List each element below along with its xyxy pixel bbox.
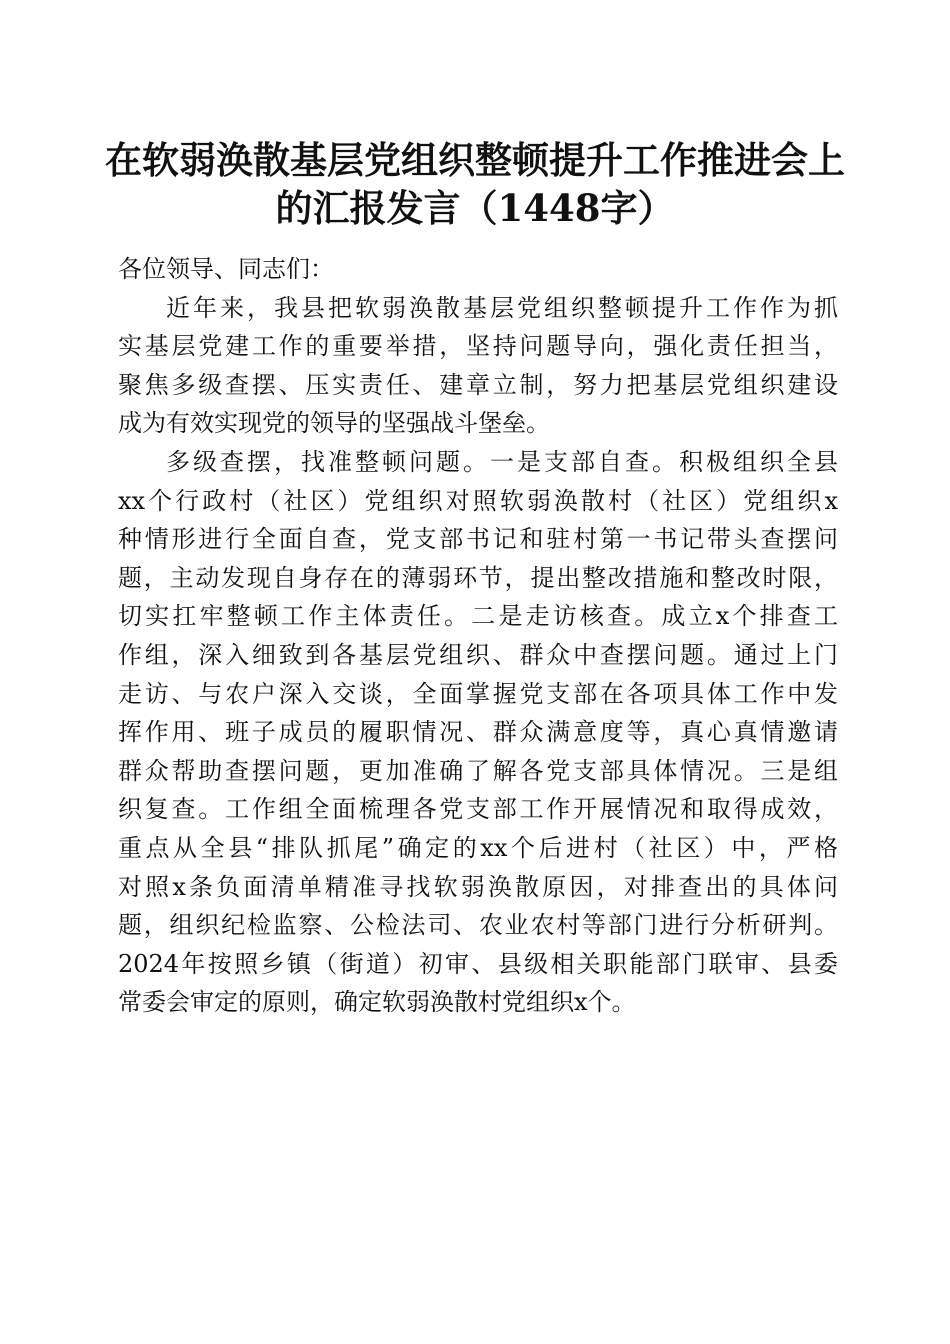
paragraph-line: 题，组织纪检监察、公检法司、农业农村等部门进行分析研判。 <box>118 911 838 940</box>
paragraph-line: 多级查摆，找准整顿问题。一是支部自查。积极组织全县 <box>166 447 838 476</box>
paragraph-line: 近年来，我县把软弱涣散基层党组织整顿提升工作作为抓 <box>166 293 838 322</box>
paragraph-line: 走访、与农户深入交谈，全面掌握党支部在各项具体工作中发 <box>118 679 838 708</box>
paragraph-intro <box>118 289 838 443</box>
paragraph-line: xx个行政村（社区）党组织对照软弱涣散村（社区）党组织x <box>118 486 838 515</box>
paragraph-line: 实基层党建工作的重要举措，坚持问题导向，强化责任担当， <box>118 332 838 361</box>
paragraph-line: 挥作用、班子成员的履职情况、群众满意度等，真心真情邀请 <box>118 718 838 747</box>
salutation: 各位领导、同志们： <box>118 255 334 283</box>
paragraph-line: 对照x条负面清单精准寻找软弱涣散原因，对排查出的具体问 <box>118 872 838 901</box>
document-title <box>100 136 850 232</box>
paragraph-line: 织复查。工作组全面梳理各党支部工作开展情况和取得成效， <box>118 795 838 824</box>
paragraph-line: 2024年按照乡镇（街道）初审、县级相关职能部门联审、县委 <box>118 949 838 978</box>
paragraph-line: 种情形进行全面自查，党支部书记和驻村第一书记带头查摆问 <box>118 525 838 554</box>
document-body <box>118 250 838 1022</box>
title-line-2: 的汇报发言（1448字） <box>275 186 675 230</box>
paragraph-line: 切实扛牢整顿工作主体责任。二是走访核查。成立x个排查工 <box>118 602 838 631</box>
paragraph-line: 聚焦多级查摆、压实责任、建章立制，努力把基层党组织建设 <box>118 370 838 399</box>
title-line-1: 在软弱涣散基层党组织整顿提升工作推进会上 <box>105 138 845 182</box>
paragraph-line: 群众帮助查摆问题，更加准确了解各党支部具体情况。三是组 <box>118 756 838 785</box>
paragraph-line: 作组，深入细致到各基层党组织、群众中查摆问题。通过上门 <box>118 640 838 669</box>
paragraph-inspection <box>118 443 838 1022</box>
paragraph-line: 题，主动发现自身存在的薄弱环节，提出整改措施和整改时限， <box>118 563 838 592</box>
paragraph-line: 成为有效实现党的领导的坚强战斗堡垒。 <box>118 409 550 438</box>
paragraph-line: 重点从全县“排队抓尾”确定的xx个后进村（社区）中，严格 <box>118 833 838 862</box>
paragraph-line: 常委会审定的原则，确定软弱涣散村党组织x个。 <box>118 988 636 1017</box>
